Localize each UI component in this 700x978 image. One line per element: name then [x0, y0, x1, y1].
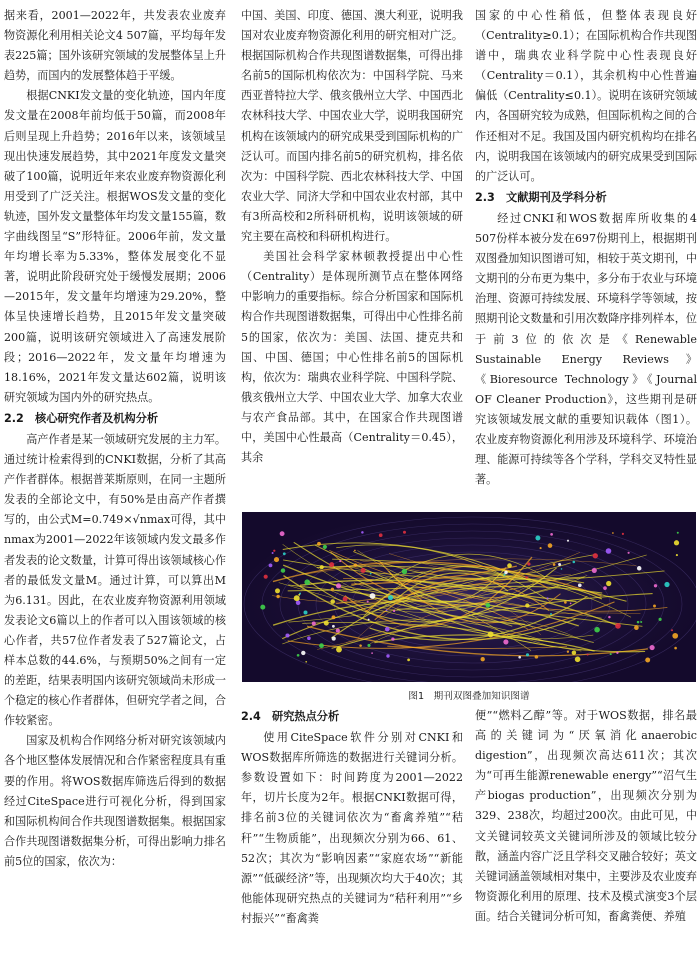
journal-node — [553, 563, 556, 566]
journal-node — [332, 625, 335, 628]
journal-node — [339, 560, 341, 562]
journal-node — [548, 543, 553, 548]
journal-node — [578, 583, 582, 587]
journal-node — [312, 621, 316, 625]
journal-node — [379, 533, 383, 537]
journal-node — [547, 597, 549, 599]
paragraph: 高产作者是某一领域研究发展的主力军。通过统计检索得到的CNKI数据，分析了其高产作者群体。根据普莱斯原则，在同一主题所发表的全部论文中，有50%是由高产作者撰写的，由公式M=0.749×√nmax可得，其中nmax为2001—2022年该领域内发文最多作者发表的论文数量，计算可得出该领域核心作者的最低发文量M。通过计算，可以算出M为6.131。因此，在农业废弃物资源利用领域发表论文6篇以上的作者可以入围该领域的核心作者，共57位作者发表了527篇论文，占样本总数的44.6%，与预期50%之间有一定的差距，结果表明国内该研究领域尚未形成一个稳定的核心作者群体，但研究学者之间，合作较紧密。 — [4, 432, 226, 728]
journal-node — [637, 621, 639, 623]
journal-node — [659, 618, 662, 621]
journal-node — [343, 597, 348, 602]
journal-node — [637, 566, 642, 571]
journal-node — [336, 583, 341, 588]
journal-node — [526, 653, 529, 656]
paragraph: 根据CNKI发文量的变化轨迹，国内年度发文量在2008年前均低于50篇，而2008年后则呈现上升趋势；2016年以来，该领域呈现出快速发展趋势，其中2021年度发文量突破了100篇，说明近年来农业废弃物资源化利用受到了广泛关注。根据WOS发文量的变化轨迹，国外发文量整体年均发文量155篇，数字曲线图呈“S”形特征。2006年前，发文量年均增长率为5.33%，整体发展变化不显著，说明此阶段研究处于缓慢发展期；2006—2015年，发文量年均增速为29.20%，整体呈快速增长趋势，且2015年发文量突破200篇，说明该研究领域进入了高速发展阶段；2016—2022年，发文量年均增速为18.16%，2021年发文量达602篇，说明该研究领域为国内外的研究热点。 — [4, 89, 226, 404]
journal-node — [323, 545, 327, 549]
journal-node — [285, 633, 289, 637]
journal-node — [274, 557, 279, 562]
journal-node — [550, 533, 553, 536]
journal-node — [320, 565, 324, 569]
text-column-3 — [475, 6, 697, 490]
paragraph: 使用CiteSpace软件分别对CNKI和WOS数据库所筛选的数据进行关键词分析。参数设置如下：时间跨度为2001—2022年，切片长度为2年。根据CNKI数据可得，排名前3位的关键词依次为“畜禽养殖”“秸秆”“生物质能”，出现频次分别为66、61、52次；其次为“影响因素”“家庭农场”“新能源”“低碳经济”等，出现频次均大于40次；其他能体现研究热点的关键词为“秸秆利用”“乡村振兴”“畜禽粪 — [241, 731, 463, 925]
journal-node — [407, 659, 410, 662]
journal-node — [359, 644, 362, 647]
journal-node — [558, 563, 561, 566]
journal-node — [664, 582, 669, 587]
journal-node — [332, 615, 336, 619]
journal-node — [535, 536, 540, 541]
journal-node — [672, 633, 678, 639]
journal-node — [264, 575, 268, 579]
journal-node — [391, 637, 394, 640]
text-column-3-lower — [475, 706, 697, 927]
journal-node — [354, 563, 358, 567]
journal-node — [269, 564, 273, 568]
journal-node — [332, 637, 336, 641]
journal-node — [616, 652, 618, 654]
journal-node — [388, 595, 393, 600]
journal-node — [272, 552, 274, 554]
journal-node — [640, 621, 642, 623]
journal-node — [676, 554, 678, 556]
journal-node — [294, 595, 300, 601]
section-heading-2-2: 2.2 核心研究作者及机构分析 — [4, 411, 159, 425]
journal-node — [305, 661, 307, 663]
journal-node — [535, 655, 539, 659]
journal-node — [677, 532, 679, 534]
journal-node — [608, 616, 610, 618]
paragraph: 经过CNKI和WOS数据库所收集的4 507份样本被分发在697份期刊上，根据期刊双图叠加知识图谱可知，相较于英文期刊，中文期刊的分布更为集中，多分布于农业与环境治理、资源可持续发展、环境科学等领域，按照期刊论文数量和引用次数降序排列样本，位于前3位的依次是《Renewable Sustainable Energy Reviews》《Bioresource Technology》《Journal OF Cleaner Production》，这些期刊是研究该领域发展文献的重要知识载体（图1）。农业废弃物资源化利用涉及环境科学、环境治理、能源可持续等各个学科，学科交叉特性显著。 — [475, 211, 697, 487]
journal-node — [283, 552, 286, 555]
journal-node — [527, 562, 530, 565]
journal-node — [370, 593, 376, 599]
journal-node — [331, 588, 334, 591]
paragraph: 据来看，2001—2022年，共发表农业废弃物资源化利用相关论文4 507篇，平均每年发表225篇；国外该研究领域的发展整体呈上升趋势，而国内的发展整体趋于平缓。 — [4, 9, 226, 83]
journal-node — [593, 553, 598, 558]
journal-node — [276, 595, 279, 598]
journal-node — [304, 611, 308, 615]
journal-node — [645, 658, 650, 663]
journal-node — [330, 599, 335, 604]
journal-node — [540, 547, 542, 549]
journal-node — [385, 627, 390, 632]
journal-node — [570, 603, 572, 605]
journal-node — [634, 625, 639, 630]
journal-node — [488, 631, 494, 637]
journal-node — [504, 571, 508, 575]
journal-node — [573, 561, 576, 564]
journal-node — [653, 605, 656, 608]
journal-node — [594, 627, 600, 633]
journal-node — [615, 623, 621, 629]
journal-dual-map-image — [242, 512, 696, 682]
dual-map-overlay-figure — [242, 512, 696, 682]
journal-node — [297, 654, 300, 657]
journal-node — [481, 657, 485, 661]
journal-node — [361, 568, 366, 573]
journal-node — [386, 609, 388, 611]
journal-node — [612, 532, 614, 534]
journal-node — [622, 533, 624, 535]
journal-node — [317, 542, 321, 546]
paragraph: 便”“燃料乙醇”等。对于WOS数据，排名最高的关键词为“厌氧消化anaerobic digestion”，出现频次高达611次；其次为“可再生能源renewable energy”“沼气生产biogas production”，出现频次分别为329、238次，均超过200次。由此可见，中文关键词较英文关键词所涉及的领域比较分散，涵盖内容广泛且学科交叉融合较好；英文关键词涵盖领域相对集中，主要涉及农业废弃物资源化利用的原理、技术及模式演变3个层面。结合关键词分析可知，畜禽粪便、养殖 — [475, 709, 697, 923]
journal-node — [507, 563, 512, 568]
journal-node — [567, 540, 569, 542]
journal-node — [575, 656, 581, 662]
journal-node — [324, 621, 329, 626]
figure-caption: 图1 期刊双图叠加知识图谱 — [408, 691, 530, 702]
journal-node — [567, 651, 569, 653]
journal-node — [368, 619, 370, 621]
journal-node — [503, 639, 508, 644]
journal-node — [361, 531, 364, 534]
paragraph: 美国社会科学家林顿教授提出中心性（Centrality）是体现所测节点在整体网络中影响力的重要指标。综合分析国家和国际机构合作共现图谱数据集，可得出中心性排名前5的国家，依次为：美国、法国、捷克共和国、中国、德国；中心性排名前5的国际机构，依次为：瑞典农业科学院、中国科学院、俄亥俄州立大学、中国农业大学、加拿大农业与农产食品部。其中，在国家合作共现图谱中，美国中心性最高（Centrality＝0.45），其余 — [241, 250, 463, 465]
journal-node — [402, 569, 407, 574]
journal-node — [592, 568, 597, 573]
journal-node — [564, 601, 567, 604]
journal-node — [273, 550, 275, 552]
journal-node — [525, 603, 529, 607]
text-column-1 — [4, 6, 226, 872]
section-heading-2-4: 2.4 研究热点分析 — [241, 710, 340, 723]
text-column-2-lower — [241, 706, 463, 929]
journal-node — [371, 652, 373, 654]
journal-node — [674, 540, 679, 545]
journal-node — [671, 629, 673, 631]
journal-node — [674, 647, 677, 650]
journal-node — [275, 588, 280, 593]
journal-node — [280, 531, 285, 536]
journal-node — [367, 601, 369, 603]
journal-node — [354, 550, 356, 552]
paragraph: 中国、美国、印度、德国、澳大利亚，说明我国对农业废弃物资源化利用的研究相对广泛。根据国际机构合作共现图谱数据集，可得出排名前5的国际机构依次为：中国科学院、马来西亚普特拉大学、俄亥俄州立大学、中国西北农林科技大学、中国农业大学，说明我国研究机构在该领域内的研究成果受到国际机构的广泛认可。而国内排名前5的研究机构，排名依次为：中国科学院、西北农林科技大学、中国农业大学、同济大学和中国农业农村部，其中有3所高校和2所科研机构，说明该领域的研究主要在高校和科研机构进行。 — [241, 9, 463, 244]
journal-node — [281, 568, 285, 572]
journal-node — [298, 594, 300, 596]
journal-node — [587, 654, 589, 656]
journal-node — [525, 576, 527, 578]
text-column-2 — [241, 6, 463, 468]
section-heading-2-3: 2.3 文献期刊及学科分析 — [475, 190, 607, 204]
journal-node — [336, 629, 340, 633]
journal-node — [486, 603, 491, 608]
journal-node — [386, 654, 389, 657]
journal-node — [260, 605, 265, 610]
journal-node — [304, 579, 310, 585]
journal-node — [610, 653, 612, 655]
journal-node — [301, 651, 305, 655]
journal-node — [606, 548, 612, 554]
journal-node — [518, 656, 521, 659]
journal-node — [628, 552, 630, 554]
journal-node — [370, 573, 372, 575]
journal-node — [503, 574, 505, 576]
journal-node — [336, 647, 342, 653]
journal-node — [650, 645, 655, 650]
journal-node — [603, 586, 607, 590]
journal-node — [550, 613, 552, 615]
journal-node — [307, 636, 311, 640]
paragraph: 国家的中心性稍低，但整体表现良好（Centrality≥0.1）；在国际机构合作共现图谱中，瑞典农业科学院中心性表现良好（Centrality＝0.1），其余机构中心性普遍偏低（Centrality≤0.1）。说明在该研究领域内，各国研究较为成熟，但国际机构之间的合作还相对不足。我国及国内研究机构均在排名内，说明我国在该领域内的研究成果受到国际的广泛认可。 — [475, 9, 698, 183]
journal-node — [572, 650, 577, 655]
journal-node — [393, 610, 395, 612]
journal-node — [319, 643, 324, 648]
paragraph: 国家及机构合作网络分析对研究该领域内各个地区整体发展情况和合作紧密程度具有重要的作用。将WOS数据库筛选后得到的数据经过CiteSpace进行可视化分析，得到国家和国际机构间合作共现图谱数据集。根据国家合作共现图谱数据集分析，可得出影响力排名前5位的国家，依次为： — [4, 734, 226, 868]
journal-node — [606, 581, 611, 586]
journal-node — [329, 562, 334, 567]
journal-node — [654, 584, 657, 587]
journal-node — [403, 531, 406, 534]
journal-node — [367, 644, 370, 647]
journal-node — [561, 568, 563, 570]
